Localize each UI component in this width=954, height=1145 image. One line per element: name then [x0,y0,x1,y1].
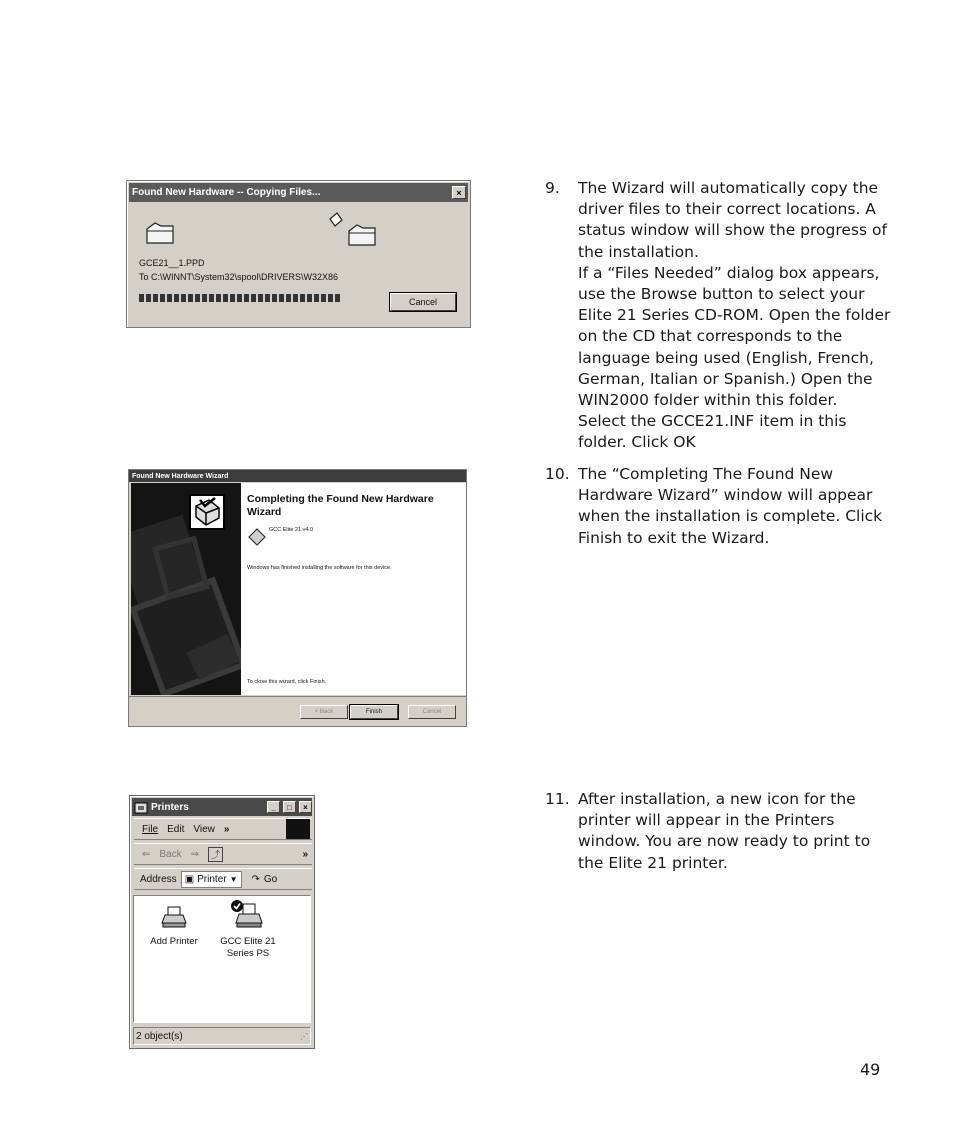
step-line: Finish to exit the Wizard. [578,528,770,547]
copy-progress-bar [139,294,379,304]
forward-arrow-icon[interactable]: ⇒ [190,848,200,860]
progress-block [174,294,179,302]
source-folder-icon [145,221,175,245]
back-arrow-icon[interactable]: ⇐ [142,848,151,860]
wizard-heading: Completing the Found New Hardware Wizard [247,493,434,518]
progress-block [202,294,207,302]
progress-block [251,294,256,302]
progress-block [307,294,312,302]
copying-destination: To C:\WINNT\System32\spool\DRIVERS\W32X86 [139,272,339,282]
wizard-message: Windows has finished installing the software for this device. [247,565,392,571]
step-line: Hardware Wizard” window will appear [578,486,873,505]
progress-block [153,294,158,302]
step-line: The “Completing The Found New [578,465,834,483]
progress-block [223,294,228,302]
add-printer-label[interactable]: Add Printer [150,936,198,947]
chevron-down-icon[interactable]: ▼ [229,874,238,884]
address-value: Printer [197,873,227,885]
step-9 [545,178,925,454]
progress-block [293,294,298,302]
step-line: The Wizard will automatically copy the [578,179,879,197]
step-line: German, Italian or Spanish.) Open the [578,369,873,388]
go-button[interactable]: Go [263,873,278,885]
wizard-content [241,483,466,695]
toolbar [134,843,312,865]
wizard-dialog [128,469,467,727]
progress-block [181,294,186,302]
step-line: driver files to their correct locations. A [578,200,876,219]
window-close-button[interactable]: × [299,801,312,813]
printers-file-pane [133,895,311,1023]
wizard-titlebar: Found New Hardware Wizard [129,470,466,482]
progress-block [272,294,277,302]
copying-files-dialog [126,180,471,328]
menu-bar [134,818,312,840]
wizard-button-bar [129,696,466,726]
progress-block [209,294,214,302]
up-folder-icon[interactable]: ⤴ [208,847,223,862]
progress-block [139,294,144,302]
back-label[interactable]: Back [159,848,182,860]
finish-button[interactable]: Finish [350,705,398,719]
device-icon [247,527,267,547]
step-line: After installation, a new icon for the [578,790,856,808]
copying-file-name: GCE21__1.PPD [139,258,205,268]
progress-block [258,294,263,302]
step-number: 10. [545,465,570,483]
step-line: language being used (English, French, [578,348,874,367]
step-line: WIN2000 folder within this folder. [578,391,838,410]
printer-label-line-2: Series PS [226,948,270,959]
progress-block [188,294,193,302]
step-line: on the CD that corresponds to the [578,327,843,346]
printer-icon[interactable] [229,898,265,930]
printers-folder-icon [134,801,148,814]
wizard-cancel-button[interactable]: Cancel [408,705,456,719]
step-body [578,178,923,454]
step-line: use the Browse button to select your [578,285,865,304]
step-line: Elite 21 Series CD-ROM. Open the folder [578,306,891,325]
page-number: 49 [860,1060,881,1079]
windows-logo-icon [286,819,310,839]
address-input[interactable] [181,871,242,888]
status-text: 2 object(s) [136,1030,183,1042]
step-body [578,789,923,874]
step-10 [545,464,925,549]
copying-files-title: Found New Hardware -- Copying Files... [132,187,321,198]
progress-block [244,294,249,302]
progress-block [195,294,200,302]
go-arrow-icon[interactable]: ↷ [251,873,260,885]
address-bar [134,868,312,890]
progress-block [167,294,172,302]
printers-window [129,795,315,1049]
printers-title: Printers [151,801,189,813]
progress-block [321,294,326,302]
menu-file[interactable]: File [142,823,159,835]
wizard-device-name: GCC Elite 21 v4.0 [269,527,314,533]
hardware-wizard-icon [189,494,225,530]
printer-folder-small-icon: ▣ [184,873,195,885]
progress-block [286,294,291,302]
step-line: the Elite 21 printer. [578,853,728,872]
toolbar-overflow-icon[interactable]: » [302,848,308,860]
progress-block [279,294,284,302]
progress-block [146,294,151,302]
step-line: folder. Click OK [578,433,696,452]
step-line: window. You are now ready to print to [578,832,871,851]
menu-view[interactable]: View [193,823,215,835]
progress-block [314,294,319,302]
progress-block [230,294,235,302]
maximize-button[interactable]: □ [283,801,296,813]
flying-document-icon [327,211,345,229]
progress-block [160,294,165,302]
step-line: Select the GCCE21.INF item in this [578,412,847,431]
step-number: 9. [545,179,560,197]
resize-grip-icon[interactable]: ⋰ [300,1031,308,1041]
step-line: printer will appear in the Printers [578,811,835,830]
cancel-button[interactable]: Cancel [390,293,456,311]
menu-overflow-icon[interactable]: » [223,823,230,835]
step-number: 11. [545,790,570,808]
printer-label[interactable] [212,936,284,960]
progress-block [237,294,242,302]
close-icon[interactable]: × [452,186,466,199]
add-printer-icon[interactable] [159,903,189,929]
progress-block [265,294,270,302]
copying-files-titlebar [129,183,468,202]
status-bar [133,1027,311,1045]
wizard-close-instructions: To close this wizard, click Finish. [247,679,327,685]
progress-block [335,294,340,302]
step-11 [545,789,925,874]
step-line: status window will show the progress of [578,221,887,240]
progress-block [216,294,221,302]
step-body [578,464,923,549]
progress-block [328,294,333,302]
progress-block [300,294,305,302]
step-line: the installation. [578,242,699,261]
step-line: If a “Files Needed” dialog box appears, [578,263,880,282]
address-label: Address [140,873,177,885]
back-button[interactable]: < Back [300,705,348,719]
destination-folder-icon [347,223,377,247]
step-line: when the installation is complete. Click [578,507,883,526]
printer-label-line-1: GCC Elite 21 [220,936,276,947]
printers-titlebar [132,798,312,816]
menu-edit[interactable]: Edit [167,823,185,835]
minimize-button[interactable]: _ [267,801,280,813]
